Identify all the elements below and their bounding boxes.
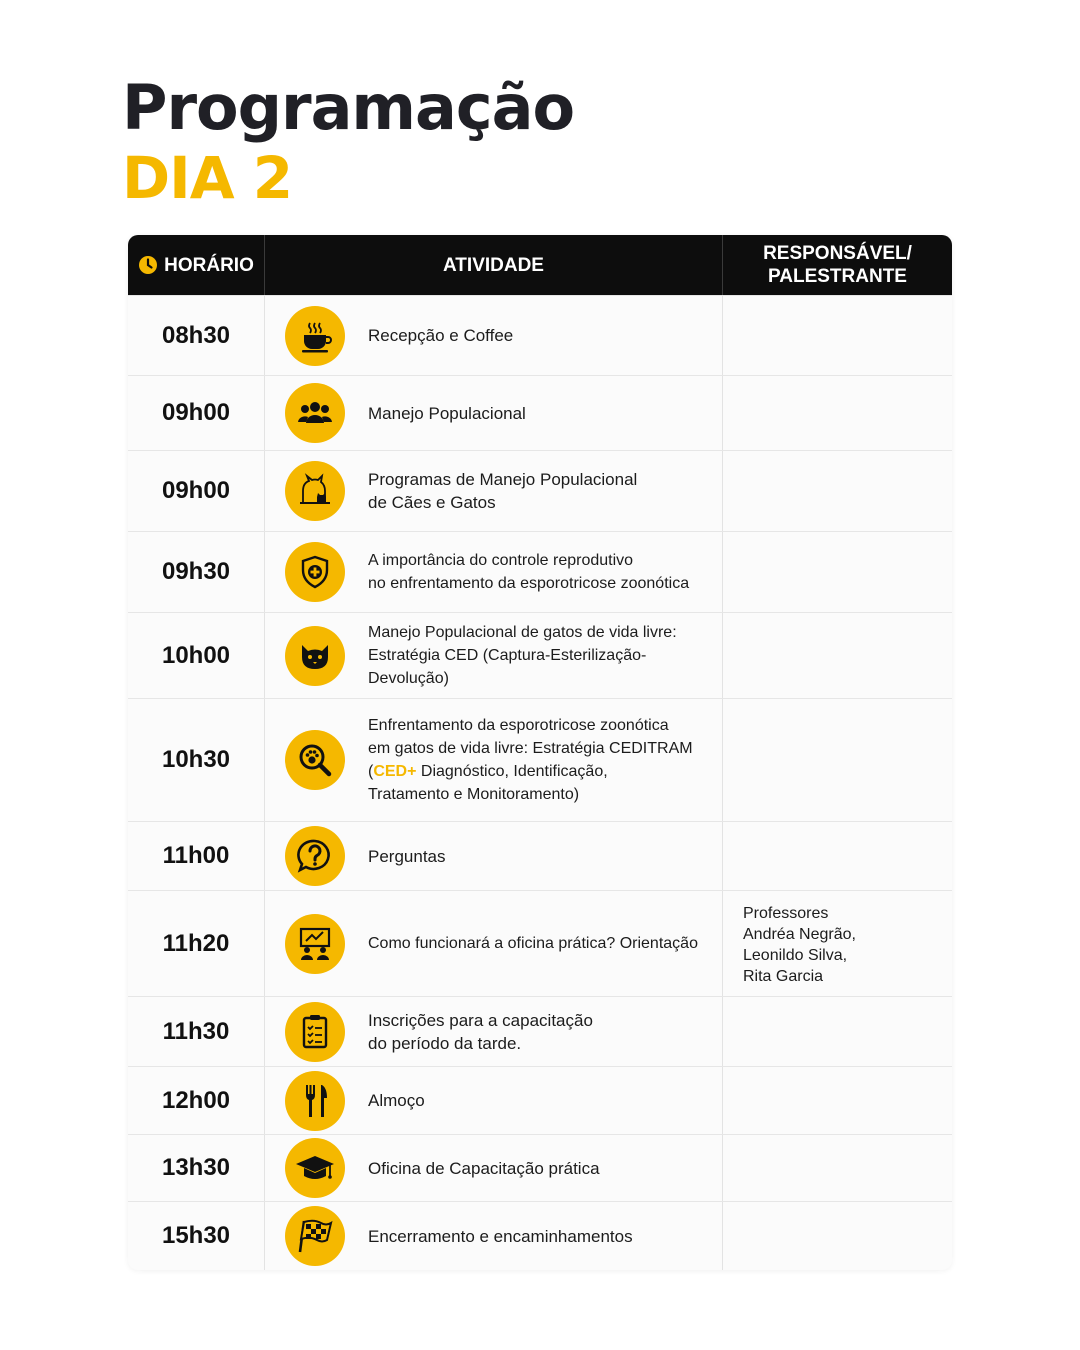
table-row	[128, 1134, 952, 1201]
row-activity	[265, 1067, 723, 1134]
row-time: 12h00	[128, 1067, 265, 1134]
cat-face-icon	[285, 626, 345, 686]
graduation-cap-icon	[285, 1138, 345, 1198]
activity-text: Encerramento e encaminhamentos	[368, 1226, 633, 1246]
activity-text: Perguntas	[368, 846, 446, 866]
activity-text: Recepção e Coffee	[368, 326, 514, 345]
row-activity	[265, 613, 723, 698]
row-time: 08h30	[128, 296, 265, 375]
row-time: 10h30	[128, 699, 265, 821]
table-row	[128, 295, 952, 375]
question-bubble-icon	[285, 826, 345, 886]
activity-text-part: Enfrentamento da esporotricose zoonótica em gatos de vida livre: Estratégia CEDITRAM (	[368, 717, 693, 780]
row-activity	[265, 891, 723, 996]
row-responsible	[723, 376, 952, 450]
column-header-responsible	[723, 235, 952, 295]
row-activity	[265, 376, 723, 450]
row-activity	[265, 296, 723, 375]
row-time: 09h30	[128, 532, 265, 612]
clock-icon	[138, 255, 158, 275]
activity-text: Oficina de Capacitação prática	[368, 1158, 600, 1178]
activity-text: Almoço	[368, 1091, 425, 1110]
activity-text: Inscrições para a capacitação do período da tarde.	[368, 1010, 593, 1053]
page-title: Programação	[122, 71, 575, 144]
activity-text: Como funcionará a oficina prática? Orientação	[368, 935, 698, 952]
row-activity	[265, 1202, 723, 1270]
table-row	[128, 821, 952, 890]
row-time: 11h00	[128, 822, 265, 890]
table-row	[128, 1201, 952, 1270]
column-header-time	[128, 235, 265, 295]
column-header-time-label: HORÁRIO	[164, 254, 254, 276]
row-time: 13h30	[128, 1135, 265, 1201]
row-time: 11h20	[128, 891, 265, 996]
table-header	[128, 235, 952, 295]
row-activity	[265, 997, 723, 1066]
cat-dog-icon	[285, 461, 345, 521]
row-activity	[265, 451, 723, 531]
row-responsible: Professores Andréa Negrão, Leonildo Silva, Rita Garcia	[743, 905, 856, 985]
activity-text: Programas de Manejo Populacional de Cães e Gatos	[368, 470, 638, 512]
row-responsible	[723, 296, 952, 375]
row-activity	[265, 1135, 723, 1201]
activity-text: A importância do controle reprodutivo no enfrentamento da esporotricose zoonótica	[368, 552, 690, 592]
clipboard-checklist-icon	[285, 1002, 345, 1062]
table-row	[128, 698, 952, 821]
row-time: 10h00	[128, 613, 265, 698]
table-row	[128, 996, 952, 1066]
row-responsible	[723, 613, 952, 698]
activity-text: Manejo Populacional	[368, 403, 526, 423]
checkered-flag-icon	[285, 1206, 345, 1266]
row-time: 11h30	[128, 997, 265, 1066]
people-group-icon	[285, 383, 345, 443]
column-header-responsible-label: RESPONSÁVEL/ PALESTRANTE	[763, 243, 912, 287]
row-responsible	[723, 997, 952, 1066]
row-time: 09h00	[128, 451, 265, 531]
coffee-cup-icon	[285, 306, 345, 366]
row-responsible	[723, 822, 952, 890]
activity-highlight: CED+	[373, 763, 417, 780]
row-time: 09h00	[128, 376, 265, 450]
table-row	[128, 1066, 952, 1134]
table-row	[128, 890, 952, 996]
magnifier-paw-icon	[285, 730, 345, 790]
row-responsible	[723, 699, 952, 821]
activity-text: Manejo Populacional de gatos de vida livre: Estratégia CED (Captura-Esterilização-Devolução)	[368, 624, 677, 687]
row-responsible	[723, 1135, 952, 1201]
row-responsible	[723, 1202, 952, 1270]
title-block	[122, 72, 574, 212]
row-activity	[265, 532, 723, 612]
table-row	[128, 531, 952, 612]
activity-text	[368, 714, 693, 806]
table-row	[128, 612, 952, 698]
page-subtitle: DIA 2	[122, 144, 293, 212]
row-responsible	[723, 451, 952, 531]
row-time: 15h30	[128, 1202, 265, 1270]
column-header-activity	[265, 235, 723, 295]
row-responsible	[723, 532, 952, 612]
row-activity	[265, 699, 723, 821]
table-row	[128, 375, 952, 450]
table-row	[128, 450, 952, 531]
activity-text-part: Diagnóstico, Identificação, Tratamento e Monitoramento)	[368, 763, 608, 803]
fork-knife-icon	[285, 1071, 345, 1131]
presentation-board-icon	[285, 914, 345, 974]
row-responsible	[723, 1067, 952, 1134]
shield-cross-icon	[285, 542, 345, 602]
row-activity	[265, 822, 723, 890]
schedule-table	[128, 235, 952, 1270]
column-header-activity-label: ATIVIDADE	[443, 254, 544, 276]
